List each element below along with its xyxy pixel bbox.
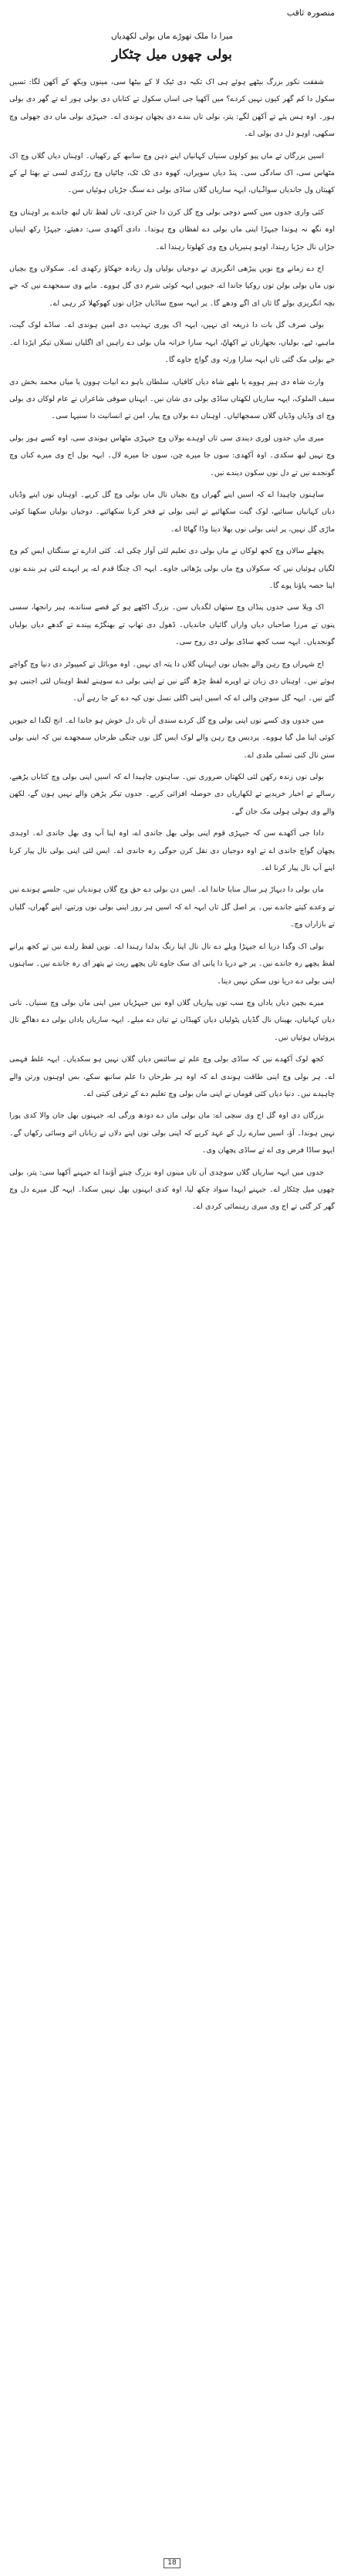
paragraph: اک ویلا سی جدوں پنڈاں وچ ستھاں لگدیاں سن۔ بزرگ اکٹھے ہو کے قصے سناندے، ہیر رانجھا، سسی پنوں تے مرزا صاحباں دیاں واراں گائیاں جاندیاں۔ ڈھول دی تھاپ تے بھنگڑے پیندے تے گدھے دیاں بولیاں گونجدیاں۔ ایہہ سب کجھ ساڈی بولی دی روح سی۔ [9,603,335,647]
paragraph: میرے بچپن دیاں یاداں وچ سب توں پیاریاں گلاں اوہ نیں جیہڑیاں میں اپنی ماں بولی وچ سنیاں۔ نانی دیاں کہانیاں، بھیناں نال گڈیاں پٹولیاں دیاں کھیڈاں تے تیاں دے میلے۔ ایہہ ساریاں یاداں بولی دے دھاگے نال پروئیاں ہوئیاں نیں۔ [9,998,335,1042]
article-title: بولی چھوں میل چٹکار [112,47,232,62]
paragraph: میں جدوں وی کسے نوں اپنی بولی وچ گل کردے سندی آں تاں دل خوش ہو جاندا اے۔ انج لگدا اے جیویں کوئی اپنا مل گیا ہووے۔ پردیس وچ رہن والے لوک ایس گل نوں چنگی طرحاں سمجھدے نیں کہ اپنی بولی سنن نال کنی تسلی ملدی اے۔ [9,716,335,760]
paragraph: جدوں میں ایہہ ساریاں گلاں سوچدی آں تاں مینوں اوہ بزرگ چیتے آؤندا اے جیہنے آکھیا سی: پتر، بولی چھوں میل چٹکار اے۔ جیہنے ایہدا سواد چکھ لیا، اوہ کدی ایہنوں بھل نہیں سکدا۔ ایہہ گل میرے دل وچ گھر کر گئی تے اج وی میری رہنمائی کردی اے۔ [9,1168,335,1212]
paragraph: کجھ لوک آکھدے نیں کہ ساڈی بولی وچ علم تے سائنس دیاں گلاں نہیں ہو سکدیاں۔ ایہہ غلط فہمی اے۔ ہر بولی وچ اینی طاقت ہوندی اے کہ اوہ ہر طرحاں دا علم سانبھ سکے، بس اوہنوں ورتن والے چاہیدے نیں۔ دنیا دیاں کئی قوماں نے اپنی ماں بولی وچ تعلیم دے کے ترقی کیتی اے۔ [9,1055,335,1098]
paragraph: اج شہراں وچ رہن والے بچیاں نوں ایہناں گلاں دا پتہ ای نہیں۔ اوہ موبائل تے کمپیوٹر دی دنیا وچ گواچے ہوئے نیں۔ اوہناں دی زبان تے اوپرے لفظ چڑھ گئے نیں تے اپنی بولی دے سوہنے لفظ اوہناں لئی اجنبی ہو گئے نیں۔ ایہہ گل سوچن والی اے کہ اسیں اپنی اگلی نسل نوں کیہ دے کے جا رہے آں۔ [9,659,335,703]
paragraph: میری ماں جدوں لوری دیندی سی تاں اوہدے بولاں وچ جیہڑی مٹھاس ہوندی سی، اوہ کسے ہور بولی وچ نہیں لبھ سکدی۔ اوہ آکھدی: سوں جا میرے چن، سوں جا میرے لال۔ ایہہ بول اج وی میرے کناں وچ گونجدے نیں تے دل نوں سکون دیندے نیں۔ [9,433,335,477]
page-number-box [0,2553,344,2568]
paragraph: پچھلے سالاں وچ کجھ لوکاں نے ماں بولی دی تعلیم لئی آواز چکی اے۔ کئی ادارے تے سنگتاں ایس کم وچ لگیاں ہوئیاں نیں کہ سکولاں وچ ماں بولی پڑھائی جاوے۔ ایہہ اک چنگا قدم اے، پر ایہدے لئی ہر بندے نوں اپنا حصہ پاؤنا پوے گا۔ [9,547,335,590]
paragraph: بزرگاں دی اوہ گل اج وی سچی اے: ماں بولی ماں دے دودھ ورگی اے، جیہنوں بھل جان والا کدی پورا نہیں ہوندا۔ آؤ، اسیں سارے رل کے عہد کریے کہ اپنی بولی نوں اپنے دلاں تے زباناں اتے وسائی رکھاں گے۔ ایہو ساڈا فرض وی اے تے ساڈی پچھان وی۔ [9,1111,335,1155]
article-subtitle: میرا دا ملک تھوڑے ماں بولی لکھدیاں [110,32,234,41]
paragraph: ساہنوں چاہیدا اے کہ اسیں اپنے گھراں وچ بچیاں نال ماں بولی وچ گل کریے۔ اوہناں نوں اپنے وڈیاں دیاں کہانیاں سنائیے، لوک گیت سکھائیے تے اپنی بولی تے فخر کرنا سکھائیے۔ دوجیاں بولیاں سکھنا کوئی ماڑی گل نہیں، پر اپنی بولی نوں بھلا دینا وڈا گھاٹا اے۔ [9,490,335,534]
author-name: منصورہ ثاقب [286,8,335,18]
paragraph: بولی نوں زندہ رکھن لئی لکھتاں ضروری نیں۔ ساہنوں چاہیدا اے کہ اسیں اپنی بولی وچ کتاباں پڑھیے، رسالے تے اخبار خریدیے تے لکھاریاں دی حوصلہ افزائی کریے۔ جدوں تیکر پڑھن والے نہیں ہون گے، لکھن والے وی ہولی ہولی مک جان گے۔ [9,773,335,816]
paragraph: بولی اک وگدا دریا اے جیہڑا ویلے دے نال نال اپنا رنگ بدلدا رہندا اے۔ نویں لفظ رلدے نیں تے کجھ پرانے لفظ پچھے رہ جاندے نیں۔ پر جے دریا دا پانی ای سک جاوے تاں پچھے ریت تے پتھر ای رہ جاندے نیں۔ ساہنوں اپنی بولی دے دریا نوں سکن نہیں دینا۔ [9,942,335,986]
paragraph: اسیں بزرگاں تے ماں پیو کولوں سنیاں کہانیاں اپنے ذہن وچ سانبھ کے رکھیاں۔ اوہناں دیاں گلاں وچ اک مٹھاس سی، اک سادگی سی۔ پنڈ دیاں سویراں، کھوہ دی ٹک ٹک، چاٹیاں وچ رڑکدی لسی تے بھتا لے کے کھیتاں ول جاندیاں سواݨیاں، ایہہ ساریاں گلاں ساڈی بولی دے سنگ جڑیاں ہوئیاں سن۔ [9,151,335,195]
paragraph: اج دے زمانے وچ نویں پیڑھی انگریزی تے دوجیاں بولیاں ول زیادہ جھکاؤ رکھدی اے۔ سکولاں وچ بچیاں نوں ماں بولی بولن توں روکیا جاندا اے، جیویں ایہہ کوئی شرم دی گل ہووے۔ ماپے وی سمجھدے نیں کہ جے بچہ انگریزی بولے گا تاں ای اگے ودھے گا۔ پر ایہہ سوچ ساڈیاں جڑاں نوں کھوکھلا کر رہی اے۔ [9,265,335,308]
paragraph: دادا جی آکھدے سن کہ جیہڑی قوم اپنی بولی بھل جاندی اے، اوہ اپنا آپ وی بھل جاندی اے۔ اوہدی پچھان گواچ جاندی اے تے اوہ دوجیاں دی نقل کرن جوگی رہ جاندی اے۔ ایس لئی اپنی بولی نال پیار کرنا اپنے آپ نال پیار کرنا اے۔ [9,829,335,873]
paragraph: ماں بولی دا دیہاڑ ہر سال منایا جاندا اے۔ ایس دن بولی دے حق وچ گلاں ہوندیاں نیں، جلسے ہوندے نیں تے وعدے کیتے جاندے نیں۔ پر اصل گل تاں ایہہ اے کہ اسیں ہر روز اپنی بولی نوں ورتیے، اپنے گھراں، گلیاں تے بازاراں وچ۔ [9,885,335,929]
paragraph: وارث شاہ دی ہیر ہووے یا بلھے شاہ دیاں کافیاں، سلطان باہو دے ابیات ہوون یا میاں محمد بخش دی سیف الملوک، ایہہ ساریاں لکھتاں ساڈی بولی دی شان نیں۔ ایہناں صوفی شاعراں نے عام لوکاں دی بولی وچ ای وڈیاں وڈیاں گلاں سمجھائیاں۔ اوہناں دے بولاں وچ پیار، امن تے انسانیت دا سنیہا سی۔ [9,377,335,421]
page-number: 18 [164,2558,180,2568]
paragraph: بولی صرف گل بات دا ذریعہ ای نہیں، ایہہ اک پوری تہذیب دی امین ہوندی اے۔ ساڈے لوک گیت، ماہیے، ٹپے، بولیاں، بجھارتاں تے اکھاݨ، ایہہ سارا خزانہ ماں بولی دے راہیں ای اگلیاں نسلاں تیکر اپڑدا اے۔ جے بولی مک گئی تاں ایہہ سارا ورثہ وی گواچ جاوے گا۔ [9,321,335,365]
article-body [9,74,335,1216]
paragraph: شفقت نکور بزرگ بیٹھے ہوئے ہی اک تکیہ دی ٹیک لا کے بیٹھا سی، مینوں ویکھ کے آکھن لگا: تسیں سکول دا کم گھر کیوں نہیں کردے؟ میں آکھیا جی اساں سکول تے کتاباں دی بولی ہور اے تے گھر دی بولی ہور۔ اوہ ہس پئے تے آکھن لگے: پتر، بولی تاں بندے دی پچھان ہوندی اے۔ جیہڑی بولی ماں دی جھولی وچ سکھی، اوہو دل دی بولی اے۔ [9,78,335,139]
paragraph: کئی واری جدوں میں کسے دوجی بولی وچ گل کرن دا جتن کردی، تاں لفظ تاں لبھ جاندے پر اوہناں وچ اوہ نگھ نہ ہوندا جیہڑا اپنی ماں بولی دے لفظاں وچ ہوندا۔ دادی آکھدی سی: دھیئے، جیہڑا رکھ اپنیاں جڑاں نال جڑیا رہندا، اوہو ہنیریاں وچ وی کھلوتا رہندا اے۔ [9,207,335,251]
